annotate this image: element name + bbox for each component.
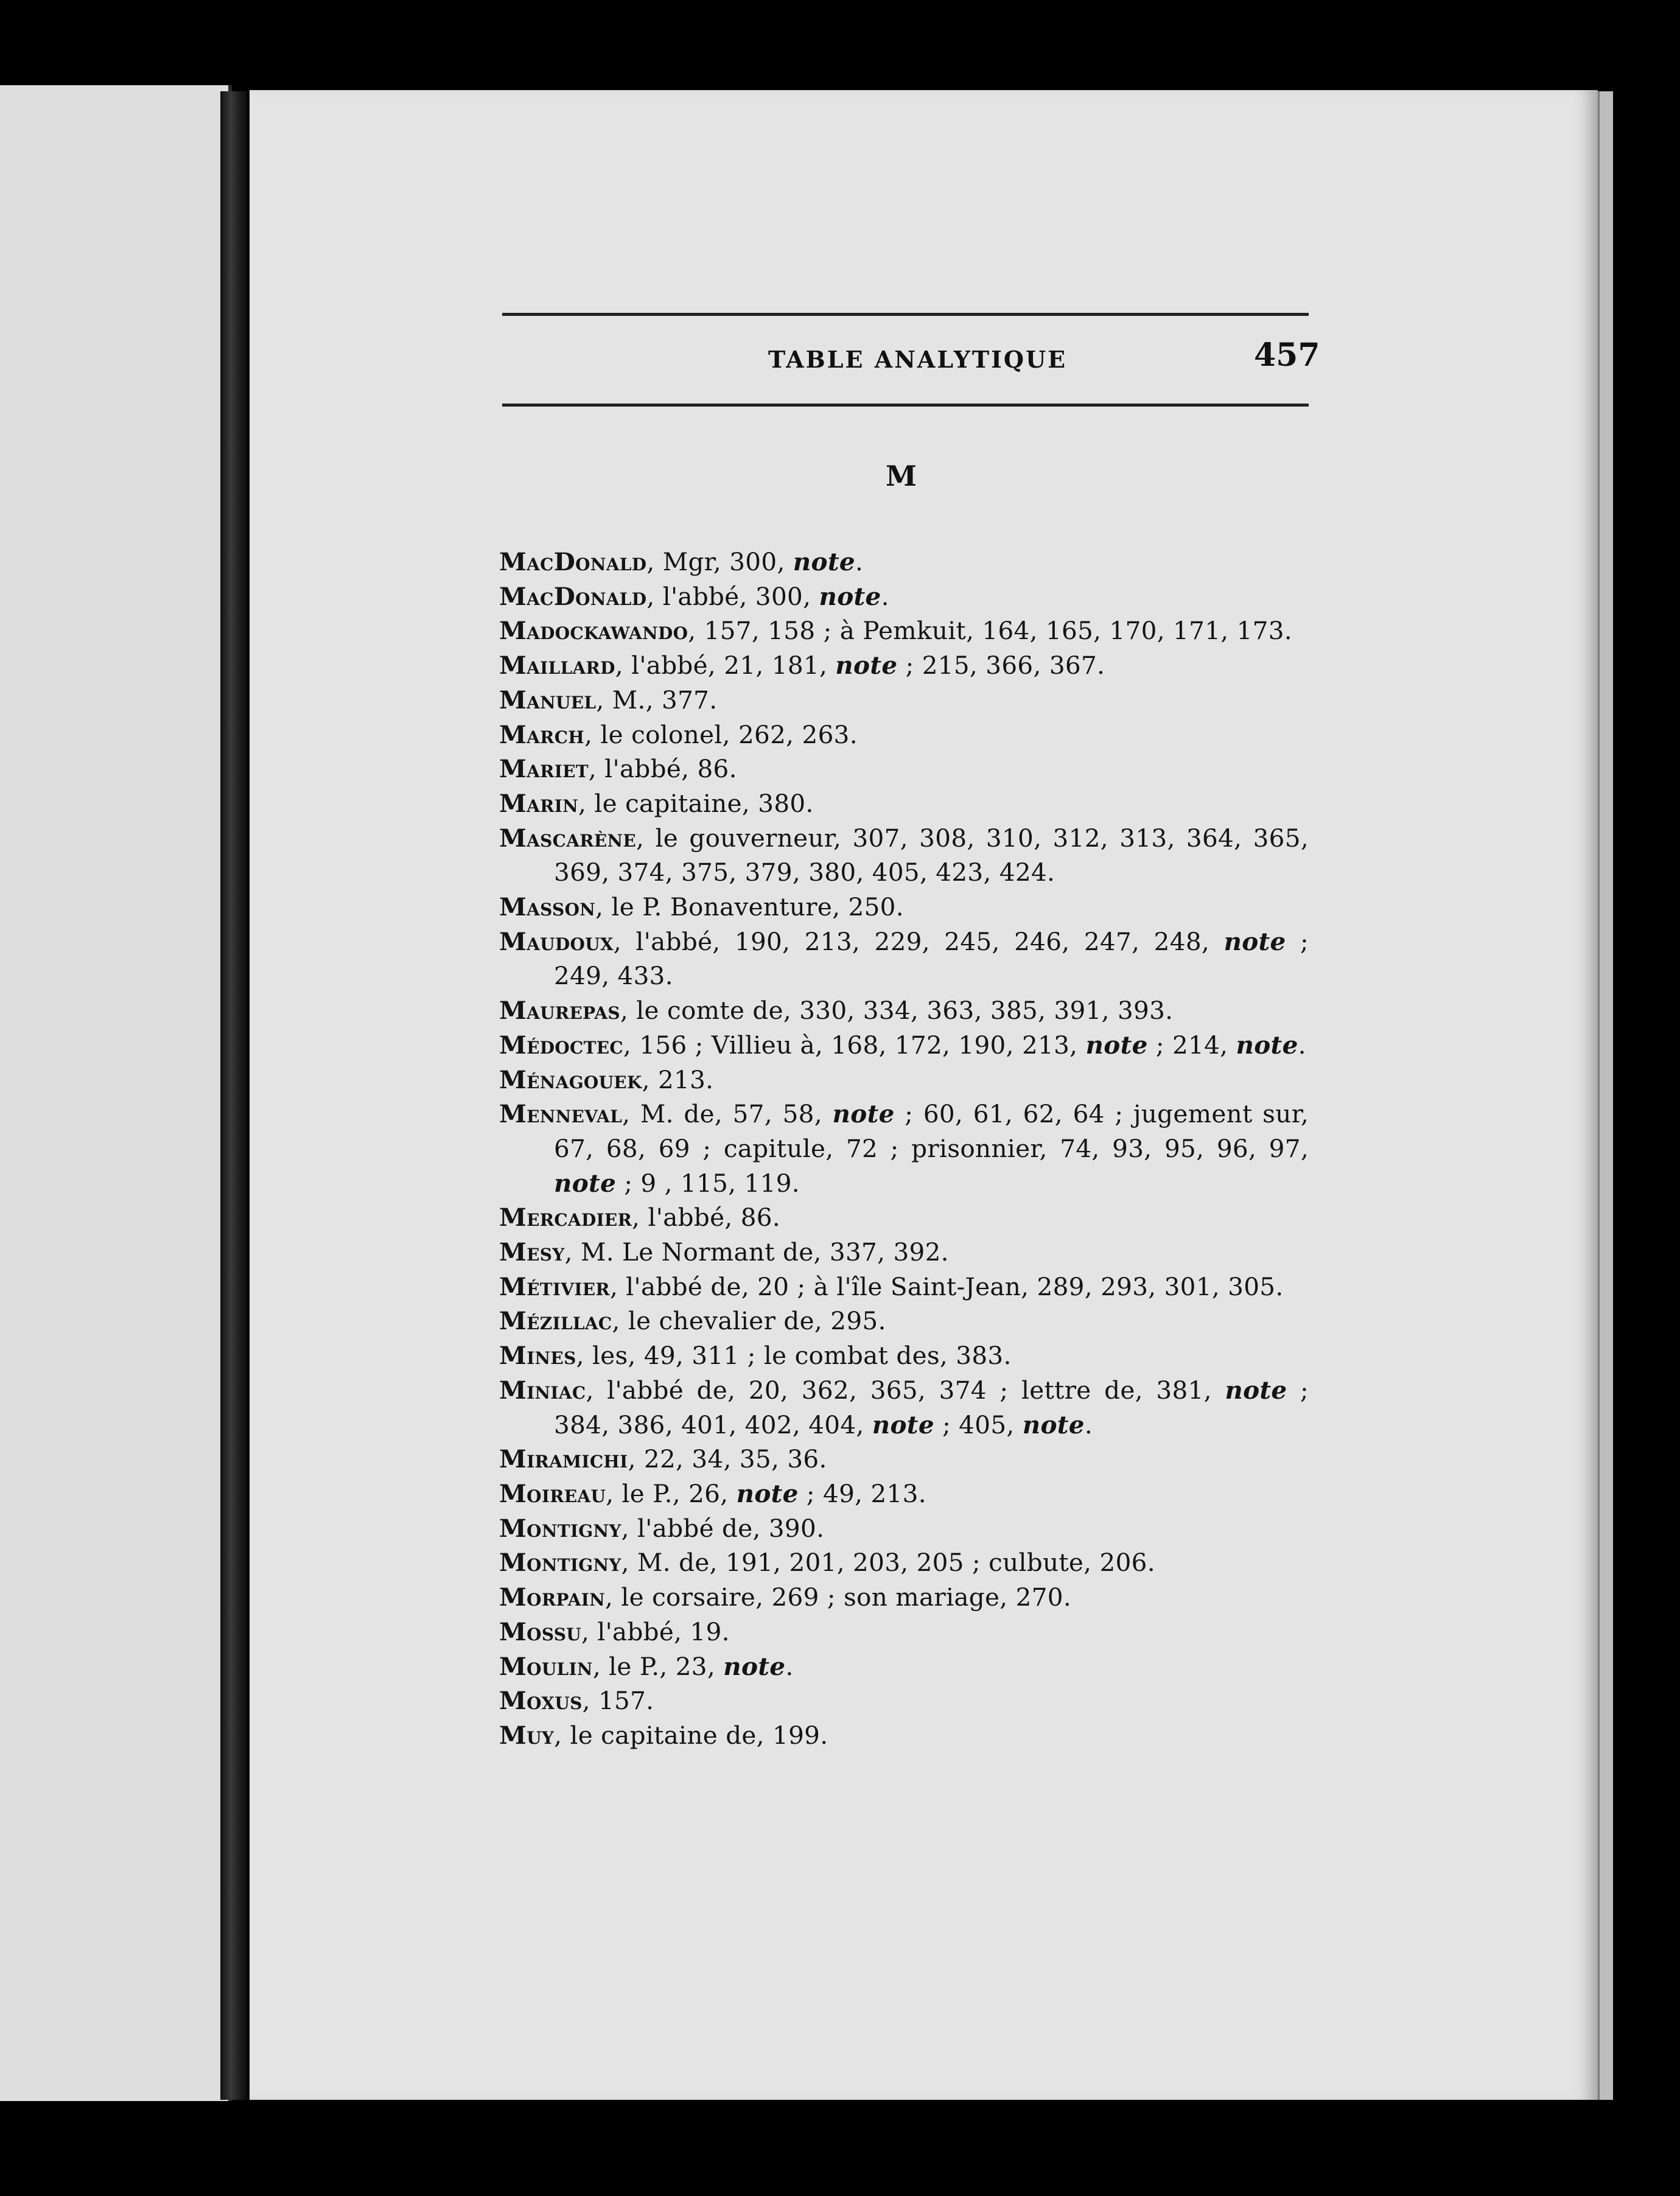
- page-edge: [1598, 91, 1613, 2100]
- entry-references: , le P. Bonaventure, 250.: [595, 892, 904, 922]
- index-entry: [499, 925, 1309, 993]
- entry-name: Masson: [499, 892, 596, 922]
- index-entry: [499, 545, 1309, 579]
- entry-references: , le gouverneur, 307, 308, 310, 312, 313, 364, 365, 369, 374, 375, 379, 380, 405, 423, 424.: [554, 823, 1309, 887]
- index-entry: [499, 752, 1309, 786]
- entry-references: , l'abbé, 86.: [588, 754, 737, 784]
- entry-references: , le corsaire, 269 ; son mariage, 270.: [605, 1582, 1072, 1612]
- entry-name: Moulin: [499, 1651, 593, 1681]
- index-entry: [499, 1097, 1309, 1200]
- index-entry: [499, 1545, 1309, 1580]
- entry-references: , M., 377.: [596, 685, 718, 715]
- entry-references: , 157.: [582, 1686, 654, 1716]
- index-entry: [499, 683, 1309, 718]
- entry-references: , le P., 26, note ; 49, 213.: [606, 1478, 926, 1508]
- entry-name: March: [499, 719, 585, 749]
- entry-references: , l'abbé, 19.: [581, 1617, 730, 1646]
- index-entry: [499, 579, 1309, 614]
- entry-references: , le capitaine de, 199.: [554, 1720, 828, 1750]
- entry-name: Mascarène: [499, 823, 637, 853]
- index-entry: [499, 1615, 1309, 1649]
- entry-name: Montigny: [499, 1513, 621, 1543]
- entry-name: MacDonald: [499, 581, 647, 611]
- entry-references: , M. de, 57, 58, note ; 60, 61, 62, 64 ; jugement sur, 67, 68, 69 ; capitule, 72 ; prisonnier, 74, 93, 95, 96, 97, note ; 9 , 115, 119.: [554, 1099, 1309, 1198]
- index-entry: [499, 1270, 1309, 1304]
- entry-name: Mercadier: [499, 1203, 632, 1233]
- entry-references: , Mgr, 300, note.: [646, 547, 864, 576]
- entry-references: , 157, 158 ; à Pemkuit, 164, 165, 170, 171, 173.: [688, 616, 1292, 646]
- entry-references: , le P., 23, note.: [592, 1651, 794, 1681]
- entry-references: , 156 ; Villieu à, 168, 172, 190, 213, note ; 214, note.: [623, 1030, 1306, 1060]
- index-entry: [499, 1684, 1309, 1718]
- entry-references: , M. de, 191, 201, 203, 205 ; culbute, 206.: [621, 1548, 1155, 1578]
- entry-references: , M. Le Normant de, 337, 392.: [564, 1237, 949, 1267]
- index-entry: [499, 821, 1309, 890]
- entry-name: Morpain: [499, 1582, 606, 1612]
- header-rule-top: [502, 313, 1309, 316]
- entry-name: Miramichi: [499, 1444, 628, 1474]
- entry-references: , les, 49, 311 ; le combat des, 383.: [576, 1341, 1012, 1371]
- entry-name: Mines: [499, 1341, 576, 1371]
- index-entry: [499, 890, 1309, 925]
- index-entry: [499, 1477, 1309, 1511]
- entry-name: Métivier: [499, 1271, 610, 1301]
- index-entry: [499, 718, 1309, 752]
- page-number: 457: [1254, 337, 1320, 374]
- entry-name: Moireau: [499, 1478, 606, 1508]
- index-entry: [499, 786, 1309, 821]
- entry-name: Marin: [499, 788, 579, 818]
- entry-references: , l'abbé, 300, note.: [646, 581, 889, 611]
- entry-name: Mesy: [499, 1237, 565, 1267]
- index-entry: [499, 1580, 1309, 1615]
- entry-name: MacDonald: [499, 547, 647, 576]
- index-entry: [499, 1200, 1309, 1235]
- index-entry: [499, 1063, 1309, 1097]
- entry-references: , le comte de, 330, 334, 363, 385, 391, 393.: [620, 996, 1174, 1026]
- book-spine: [220, 91, 247, 2100]
- index-entry: [499, 1338, 1309, 1373]
- entry-references: , l'abbé, 190, 213, 229, 245, 246, 247, 248, note ; 249, 433.: [554, 926, 1309, 991]
- index-entry: [499, 1649, 1309, 1684]
- entry-references: , 213.: [642, 1065, 714, 1094]
- entry-name: Montigny: [499, 1548, 621, 1578]
- entry-name: Mariet: [499, 754, 589, 784]
- index-entry: [499, 1442, 1309, 1477]
- entry-name: Maudoux: [499, 926, 614, 956]
- entry-references: , 22, 34, 35, 36.: [628, 1444, 827, 1474]
- index-entry: [499, 614, 1309, 648]
- index-entry: [499, 1304, 1309, 1338]
- left-page: [0, 85, 232, 2101]
- entry-name: Moxus: [499, 1686, 583, 1716]
- section-letter: M: [886, 460, 917, 492]
- entry-name: Ménagouek: [499, 1065, 642, 1094]
- index-entry: [499, 1718, 1309, 1753]
- entry-name: Manuel: [499, 685, 597, 715]
- entry-name: Maurepas: [499, 996, 620, 1026]
- entry-name: Menneval: [499, 1099, 623, 1129]
- entry-references: , l'abbé de, 20 ; à l'île Saint-Jean, 289, 293, 301, 305.: [609, 1271, 1284, 1301]
- header-rule-bottom: [502, 404, 1309, 407]
- index-entry: [499, 1511, 1309, 1546]
- entry-name: Madockawando: [499, 616, 688, 646]
- entry-references: , l'abbé de, 390.: [621, 1513, 825, 1543]
- index-entry: [499, 1373, 1309, 1442]
- index-entry: [499, 993, 1309, 1028]
- entry-name: Mossu: [499, 1617, 581, 1646]
- entry-references: , l'abbé de, 20, 362, 365, 374 ; lettre de, 381, note ; 384, 386, 401, 402, 404, note ; 405, note.: [554, 1375, 1309, 1439]
- index-entry: [499, 1028, 1309, 1063]
- entry-references: , le colonel, 262, 263.: [584, 719, 858, 749]
- entry-references: , le capitaine, 380.: [578, 788, 814, 818]
- entry-name: Muy: [499, 1720, 555, 1750]
- entry-name: Mézillac: [499, 1306, 612, 1336]
- entry-references: , l'abbé, 21, 181, note ; 215, 366, 367.: [615, 651, 1105, 680]
- running-header-title: TABLE ANALYTIQUE: [768, 346, 1068, 373]
- index-entry: [499, 648, 1309, 683]
- entry-references: , l'abbé, 86.: [632, 1203, 781, 1233]
- entry-name: Maillard: [499, 651, 615, 680]
- entry-name: Médoctec: [499, 1030, 623, 1060]
- entry-references: , le chevalier de, 295.: [612, 1306, 886, 1336]
- index-list: [499, 545, 1309, 1753]
- index-entry: [499, 1235, 1309, 1270]
- entry-name: Miniac: [499, 1375, 586, 1405]
